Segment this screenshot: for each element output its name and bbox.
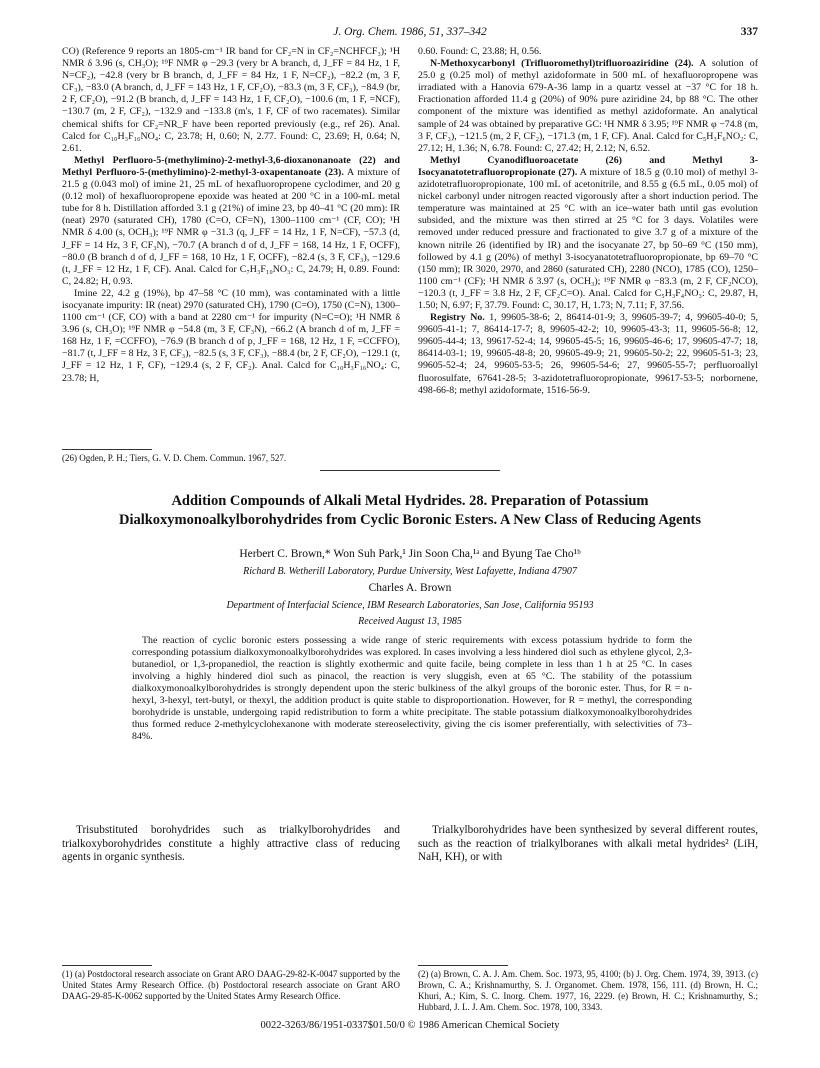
paragraph-text: A mixture of 21.5 g (0.043 mol) of imine 21, 25 mL of hexafluoropropene cyclodimer, and 20 g (0.12 mol) of hexafluoropropene epoxide was heated at 200 °C in a 100-mL metal tube for 8 h. Distillation afforded 3.1 g (21%) of imine 23, bp 40–41 °C (20 mm): IR (neat) 2970 (saturated CH), 1780 (C=O, CF=N), 1300–1100 cm⁻¹ (CF, CO); ¹H NMR δ 4.00 (s, OCH₃); ¹⁹F NMR φ −31.3 (q, J_FF = 14 Hz, 1 F, N=CF), −57.3 (d, J_FF = 14 Hz, 3 F, CF₃N), −70.7 (A branch d of d, J_FF = 168, 14 Hz, 1 F, OCFF), −80.0 (B branch d of d, J_FF = 168, 10 Hz, 1 F, OCFF), −82.4 (s, 3 F, CF₃), −129.6 (t, J_FF = 12 Hz, 1 F, CF). Anal. Calcd for C₇H₃F₁₀NO₃: C, 24.79; H, 0.89. Found: C, 24.82; H, 0.93. (62, 166, 400, 287)
affiliation: Department of Interfacial Science, IBM Research Laboratories, San Jose, California 95193 (226, 600, 594, 611)
body-text: Trisubstituted borohydrides such as trialkylborohydrides and trialkoxyborohydrides constitute a highly attractive class of reducing agents in organic synthesis. (62, 824, 400, 864)
paragraph: CO) (Reference 9 reports an 1805-cm⁻¹ IR band for CF₂=N in CF₂=NCHFCF₃); ¹H NMR δ 3.96 (s, CH₃O); ¹⁹F NMR φ −29.3 (very br A branch, d, J_FF = 84 Hz, 1 F, N=CF₂), −42.8 (very br B branch, d, J_FF = 84 Hz, 1 F, N=CF₂), −82.2 (m, 3 F, CF₃), −83.0 (A branch, d, J_FF = 143 Hz, 1 F, CF₂O), −83.3 (m, 3 F, CF₃), −84.9 (br, 2 F, CF₂O), −91.2 (B branch, d, J_FF = 143 Hz, 1 F, CF₂O), −100.6 (m, 1 F, =NCF), −130.7 (m, 2 F, CF₂), −132.9 and −133.8 (m's, 1 F, CF of two racemates). Similar chemical shifts for CF₂=NR_F have been reported previously (e.g., ref 26). Anal. Calcd for C₁₀H₃F₁₆NO₄: C, 23.78; H, 0.60; N, 2.77. Found: C, 23.69; H, 0.64; N, 2.61. (62, 46, 400, 154)
registry-heading: Registry No. (430, 312, 485, 324)
paragraph (62, 155, 400, 288)
authors: Herbert C. Brown,* Won Suh Park,¹ Jin Soon Cha,¹ᵃ and Byung Tae Cho¹ᵇ (239, 548, 581, 560)
author: Charles A. Brown (368, 582, 452, 594)
paragraph (418, 155, 758, 312)
section-separator (320, 470, 500, 471)
body-text: Trialkylborohydrides have been synthesized by several different routes, such as the reaction of trialkylboranes with alkali metal hydrides² (LiH, NaH, KH), or with (418, 824, 758, 864)
paragraph: 0.60. Found: C, 23.88; H, 0.56. (418, 46, 542, 57)
article-title: Addition Compounds of Alkali Metal Hydrides. 28. Preparation of Potassium Dialkoxymonoalkylborohydrides from Cyclic Boronic Esters. A New Class of Reducing Agents (118, 493, 702, 528)
compound-heading: Methyl Cyanodifluoroacetate (26) and Methyl 3-Isocyanatotetrafluoropropionate (27). (418, 154, 758, 178)
right-column (418, 46, 758, 397)
footnote-rule (62, 449, 152, 450)
compound-heading: Methyl Perfluoro-5-(methylimino)-2-methyl-3,6-dioxanonanoate (22) and Methyl Perfluoro-5-(methylimino)-2-methyl-3-oxapentanoate (23). (62, 154, 400, 178)
compound-heading: N-Methoxycarbonyl (Trifluoromethyl)trifluoroaziridine (24). (430, 58, 694, 70)
page-number: 337 (740, 26, 758, 38)
registry-paragraph (418, 312, 758, 397)
left-column (62, 46, 400, 385)
paragraph-text: A mixture of 18.5 g (0.10 mol) of methyl 3-azidotetrafluoropropionate, 100 mL of acetonitrile, and 8.55 g (6.5 mL, 0.05 mol) of nickel carbonyl under nitrogen reacted vigorously after a short induction period. The temperature was maintained at 25 °C with an ice–water bath until gas evolution subsided, and the mixture was then stirred at 25 °C for 3 days. Volatiles were removed under reduced pressure and fractionated to give 3.7 g of a mixture of the known nitrile 26 (identified by IR) and the isocyanate 27, bp 50–69 °C (150 mm), followed by 4.1 g (20%) of methyl 3-isocyanatotetrafluoropropionate, bp 69–70 °C (150 mm); IR 3020, 2970, and 2860 (saturated CH), 2280 (NCO), 1785 (CO), 1250–1100 cm⁻¹ (CF); ¹H NMR δ 3.97 (s, OCH₃); ¹⁹F NMR φ −83.3 (m, 2 F, CF₂NCO), −120.3 (t, J_FF = 3.8 Hz, 2 F, CF₂C=O). Anal. Calcd for C₅H₃F₄NO₃: C, 29.87, H, 1.50; N, 6.97; F, 37.79. Found: C, 30.17, H, 1.73; N, 7.11; F, 37.56. (418, 166, 758, 311)
journal-header: J. Org. Chem. 1986, 51, 337–342 (333, 26, 487, 38)
abstract (132, 635, 692, 743)
paragraph-text: 1, 99605-38-6; 2, 86414-01-9; 3, 99605-39-7; 4, 99605-40-0; 5, 99605-41-1; 7, 86414-17-7; 8, 99605-42-2; 10, 99605-43-3; 11, 99605-56-8; 12, 99605-44-4; 13, 99617-52-4; 14, 99605-45-5; 16, 99605-46-6; 17, 99605-47-7; 18, 86414-03-1; 19, 99605-48-8; 20, 99605-49-9; 21, 99605-50-2; 22, 99605-51-3; 23, 99605-52-4; 24, 99605-53-5; 26, 99605-54-6; 27, 99605-55-7; perfluoroallyl fluorosulfate, 67641-28-5; 3-azidotetrafluoropropionate, 99617-53-5; norbornene, 498-66-8; methyl azidoformate, 1516-56-9. (418, 312, 758, 396)
affiliation: Richard B. Wetherill Laboratory, Purdue University, West Lafayette, Indiana 47907 (243, 566, 577, 577)
paragraph: Imine 22, 4.2 g (19%), bp 47–58 °C (10 mm), was contaminated with a little isocyanate impurity: IR (neat) 2970 (saturated CH), 1790 (C=O), 1750 (C=N), 1300–1100 cm⁻¹ (CF, CO) with a band at 2280 cm⁻¹ for impurity (N=C=O); ¹H NMR δ 3.96 (s, CH₃O); ¹⁹F NMR φ −54.8 (m, 3 F, CF₃N), −66.2 (A branch d of m, J_FF = 168 Hz, 1 F, =CCFFO), −76.9 (B branch d of p, J_FF = 168, 12 Hz, 1 F, =CCFFO), −81.7 (t, J_FF = 8 Hz, 3 F, CF₃), −82.5 (s, 3 F, CF₃), −88.4 (br, 2 F, CF₂O), −129.1 (t, J_FF = 12 Hz, 1 F, CF), −129.4 (s, 2 F, CF₂). Anal. Calcd for C₁₀H₃F₁₆NO₄: C, 23.78; H, (62, 287, 400, 384)
abstract-text: The reaction of cyclic boronic esters possessing a wide range of steric requirements with excess potassium hydride to form the corresponding potassium dialkoxymonoalkylborohydrides was explored. In cases involving a less hindered diol such as ethylene glycol, 2,3-butanediol, or 1,3-propanediol, the reaction is slightly exothermic and quite facile, being complete in less than 1 h at 25 °C. In cases involving a highly hindered diol such as pinacol, the reaction is very sluggish, even at 65 °C. The stability of the potassium dialkoxymonoalkylborohydrides is strongly dependent upon the steric bulkiness of the alkyl groups of the boronic ester. Thus, for R = n-hexyl, 3-hexyl, tert-butyl, or thexyl, the addition product is quite stable to disproportionation. However, for R = methyl, the corresponding borohydride is unstable, undergoing rapid redistribution to form a white precipitate. The stable potassium dialkoxymonoalkylborohydrides thus formed reduce 2-methylcyclohexanone with moderate stereoselectivity, giving the cis isomer preferentially, with selectivities of 73–84%. (132, 635, 692, 742)
footnote: (26) Ogden, P. H.; Tiers, G. V. D. Chem. Commun. 1967, 527. (62, 453, 287, 463)
copyright-footer: 0022-3263/86/1951-0337$01.50/0 © 1986 American Chemical Society (260, 1020, 560, 1031)
body-left (62, 824, 400, 865)
footnote: (2) (a) Brown, C. A. J. Am. Chem. Soc. 1973, 95, 4100; (b) J. Org. Chem. 1974, 39, 3913. (c) Brown, C. A.; Krishnamurthy, S. J. Organomet. Chem. 1978, 156, 111. (d) Brown, H. C.; Khuri, A.; Kim, S. C. Inorg. Chem. 1977, 16, 2229. (e) Brown, H. C.; Krishnamurthy, S.; Hubbard, J. L. J. Am. Chem. Soc. 1978, 100, 3343. (418, 969, 758, 1012)
footnote-rule (62, 965, 152, 966)
footnote-rule (418, 965, 508, 966)
received-date: Received August 13, 1985 (358, 616, 462, 627)
footnote: (1) (a) Postdoctoral research associate on Grant ARO DAAG-29-82-K-0047 supported by the United States Army Research Office. (b) Postdoctoral research associate on Grant ARO DAAG-29-85-K-0062 supported by the United States Army Research Office. (62, 969, 400, 1001)
paragraph-text: A solution of 25.0 g (0.25 mol) of methyl azidoformate in 500 mL of hexafluoropropene was irradiated with a Hanovia 679-A-36 lamp in a quartz vessel at −37 °C for 18 h. Fractionation afforded 11.4 g (20%) of 90% pure aziridine 24, bp 88 °C. The other component of the mixture was identified as methyl azidoformate. An analytical sample of 24 was obtained by preparative GC: ¹H NMR δ 3.95; ¹⁹F NMR φ −74.8 (m, 3 F, CF₃), −121.5 (m, 2 F, CF₂), −171.3 (m, 1 F, CF). Anal. Calcd for C₅H₃F₆NO₂: C, 27.12; H, 1.36; N, 6.78. Found: C, 27.42; H, 2.12; N, 6.52. (418, 58, 758, 154)
body-right (418, 824, 758, 865)
paragraph (418, 58, 758, 155)
